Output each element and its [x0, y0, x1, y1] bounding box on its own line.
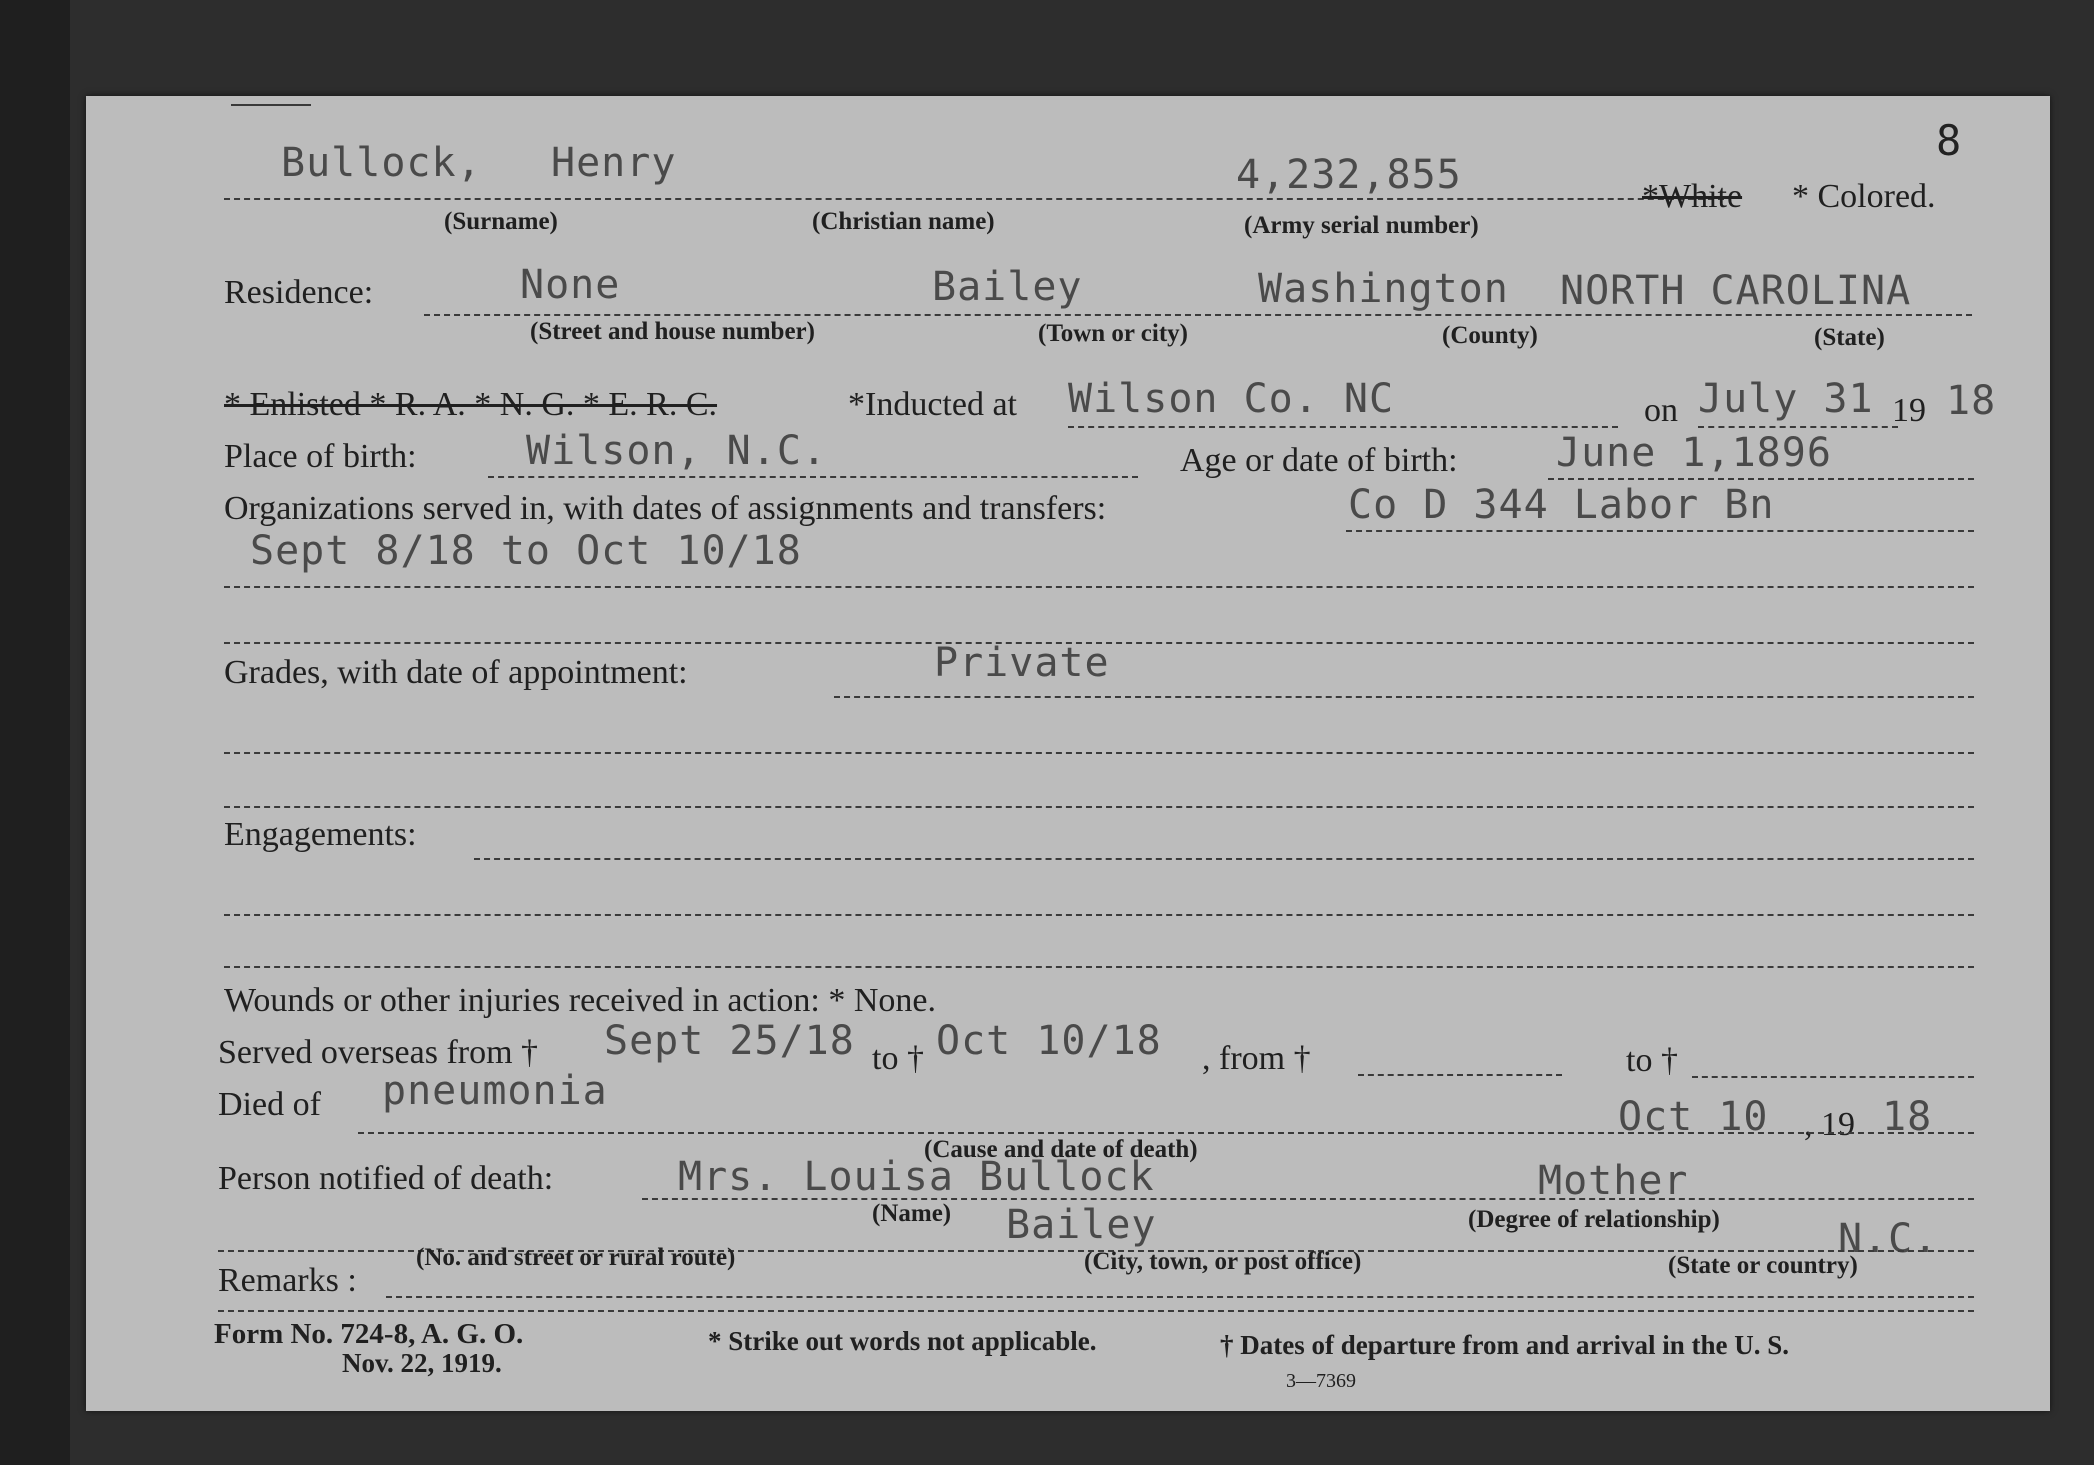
engagements-line-1: [474, 858, 1974, 860]
race-colored: * Colored.: [1792, 178, 1936, 215]
wounds-label: Wounds or other injuries received in action: * None.: [224, 982, 937, 1019]
town-caption: (Town or city): [1038, 320, 1188, 347]
relationship-caption: (Degree of relationship): [1468, 1206, 1720, 1233]
residence-town-value: Bailey: [932, 264, 1083, 310]
christian-name-caption: (Christian name): [812, 208, 995, 235]
overseas-to2-label: to †: [1626, 1042, 1678, 1079]
state-caption: (State): [1814, 324, 1885, 351]
surname-value: Bullock,: [281, 140, 482, 186]
died-of-label: Died of: [218, 1086, 321, 1123]
induction-date-line: [1698, 426, 1898, 428]
overseas-from2-line: [1358, 1074, 1562, 1076]
date-of-birth-value: June 1,1896: [1556, 430, 1832, 476]
notified-city-value: Bailey: [1006, 1202, 1157, 1248]
organizations-label: Organizations served in, with dates of assignments and transfers:: [224, 490, 1107, 527]
on-label: on: [1644, 392, 1678, 429]
remarks-line-1: [386, 1296, 1974, 1298]
strike-note: * Strike out words not applicable.: [708, 1326, 1097, 1356]
overseas-to2-line: [1692, 1076, 1974, 1078]
christian-name-value: Henry: [551, 140, 677, 186]
induction-year-value: 18: [1946, 378, 1997, 424]
date-of-birth-line: [1548, 478, 1974, 480]
induction-date-value: July 31: [1698, 376, 1874, 422]
state-country-caption: (State or country): [1668, 1252, 1858, 1279]
serial-number-caption: (Army serial number): [1244, 212, 1479, 239]
residence-label: Residence:: [224, 274, 374, 311]
top-rule: [231, 104, 311, 106]
residence-street-value: None: [520, 262, 621, 308]
serial-number-value: 4,232,855: [1236, 152, 1462, 198]
age-label: Age or date of birth:: [1180, 442, 1458, 479]
inducted-line: [1068, 426, 1618, 428]
place-of-birth-label: Place of birth:: [224, 438, 417, 475]
print-code: 3—7369: [1286, 1370, 1356, 1392]
remarks-line-2: [218, 1310, 1974, 1312]
card-number: 8: [1936, 116, 1963, 165]
organizations-line-1: [1346, 530, 1974, 532]
dates-note: † Dates of departure from and arrival in the U. S.: [1220, 1330, 1789, 1360]
cause-of-death-value: pneumonia: [382, 1068, 608, 1114]
death-date-value: Oct 10: [1618, 1094, 1769, 1140]
grades-line-3: [224, 806, 1974, 808]
place-of-birth-value: Wilson, N.C.: [526, 428, 827, 474]
overseas-label: Served overseas from †: [218, 1034, 539, 1071]
notified-label: Person notified of death:: [218, 1160, 554, 1197]
form-number: Form No. 724-8, A. G. O.: [214, 1318, 524, 1350]
notified-state-value: N.C.: [1838, 1216, 1939, 1262]
death-year-value: 18: [1882, 1094, 1933, 1140]
organizations-line-2: [224, 586, 1974, 588]
inducted-label: *Inducted at: [848, 386, 1017, 423]
notified-line: [642, 1198, 1974, 1200]
organizations-line2-value: Sept 8/18 to Oct 10/18: [250, 528, 802, 574]
grades-label: Grades, with date of appointment:: [224, 654, 688, 691]
race-white-struck: *White: [1642, 178, 1743, 215]
residence-state-value: NORTH CAROLINA: [1560, 268, 1912, 314]
street-route-caption: (No. and street or rural route): [416, 1244, 736, 1271]
record-card: [86, 96, 2050, 1411]
notified-name-value: Mrs. Louisa Bullock: [678, 1154, 1155, 1200]
grades-value: Private: [934, 640, 1110, 686]
engagements-line-2: [224, 914, 1974, 916]
grades-line-1: [834, 696, 1974, 698]
induction-year-prefix: 19: [1892, 392, 1926, 429]
death-year-prefix: , 19: [1804, 1106, 1855, 1143]
street-caption: (Street and house number): [530, 318, 815, 345]
notified-name-caption: (Name): [872, 1200, 952, 1227]
engagements-line-3: [224, 966, 1974, 968]
engagements-label: Engagements:: [224, 816, 417, 853]
form-date: Nov. 22, 1919.: [342, 1348, 502, 1378]
residence-line: [424, 314, 1972, 316]
remarks-label: Remarks :: [218, 1262, 357, 1299]
overseas-to-value: Oct 10/18: [936, 1018, 1162, 1064]
residence-county-value: Washington: [1258, 266, 1509, 312]
overseas-to-label: to †: [872, 1040, 924, 1077]
grades-line-2: [224, 752, 1974, 754]
organizations-line1-value: Co D 344 Labor Bn: [1348, 482, 1775, 528]
enlistment-struck: * Enlisted * R. A. * N. G. * E. R. C.: [224, 386, 718, 423]
overseas-from-value: Sept 25/18: [604, 1018, 855, 1064]
surname-caption: (Surname): [444, 208, 558, 235]
death-line: [358, 1132, 1974, 1134]
overseas-from2-label: , from †: [1202, 1040, 1311, 1077]
city-caption: (City, town, or post office): [1084, 1248, 1362, 1275]
binder-edge: [0, 0, 70, 1465]
county-caption: (County): [1442, 322, 1538, 349]
inducted-at-value: Wilson Co. NC: [1068, 376, 1395, 422]
name-line: [224, 198, 1724, 200]
cause-caption: (Cause and date of death): [924, 1136, 1198, 1163]
place-of-birth-line: [488, 476, 1138, 478]
notified-relationship-value: Mother: [1538, 1158, 1689, 1204]
